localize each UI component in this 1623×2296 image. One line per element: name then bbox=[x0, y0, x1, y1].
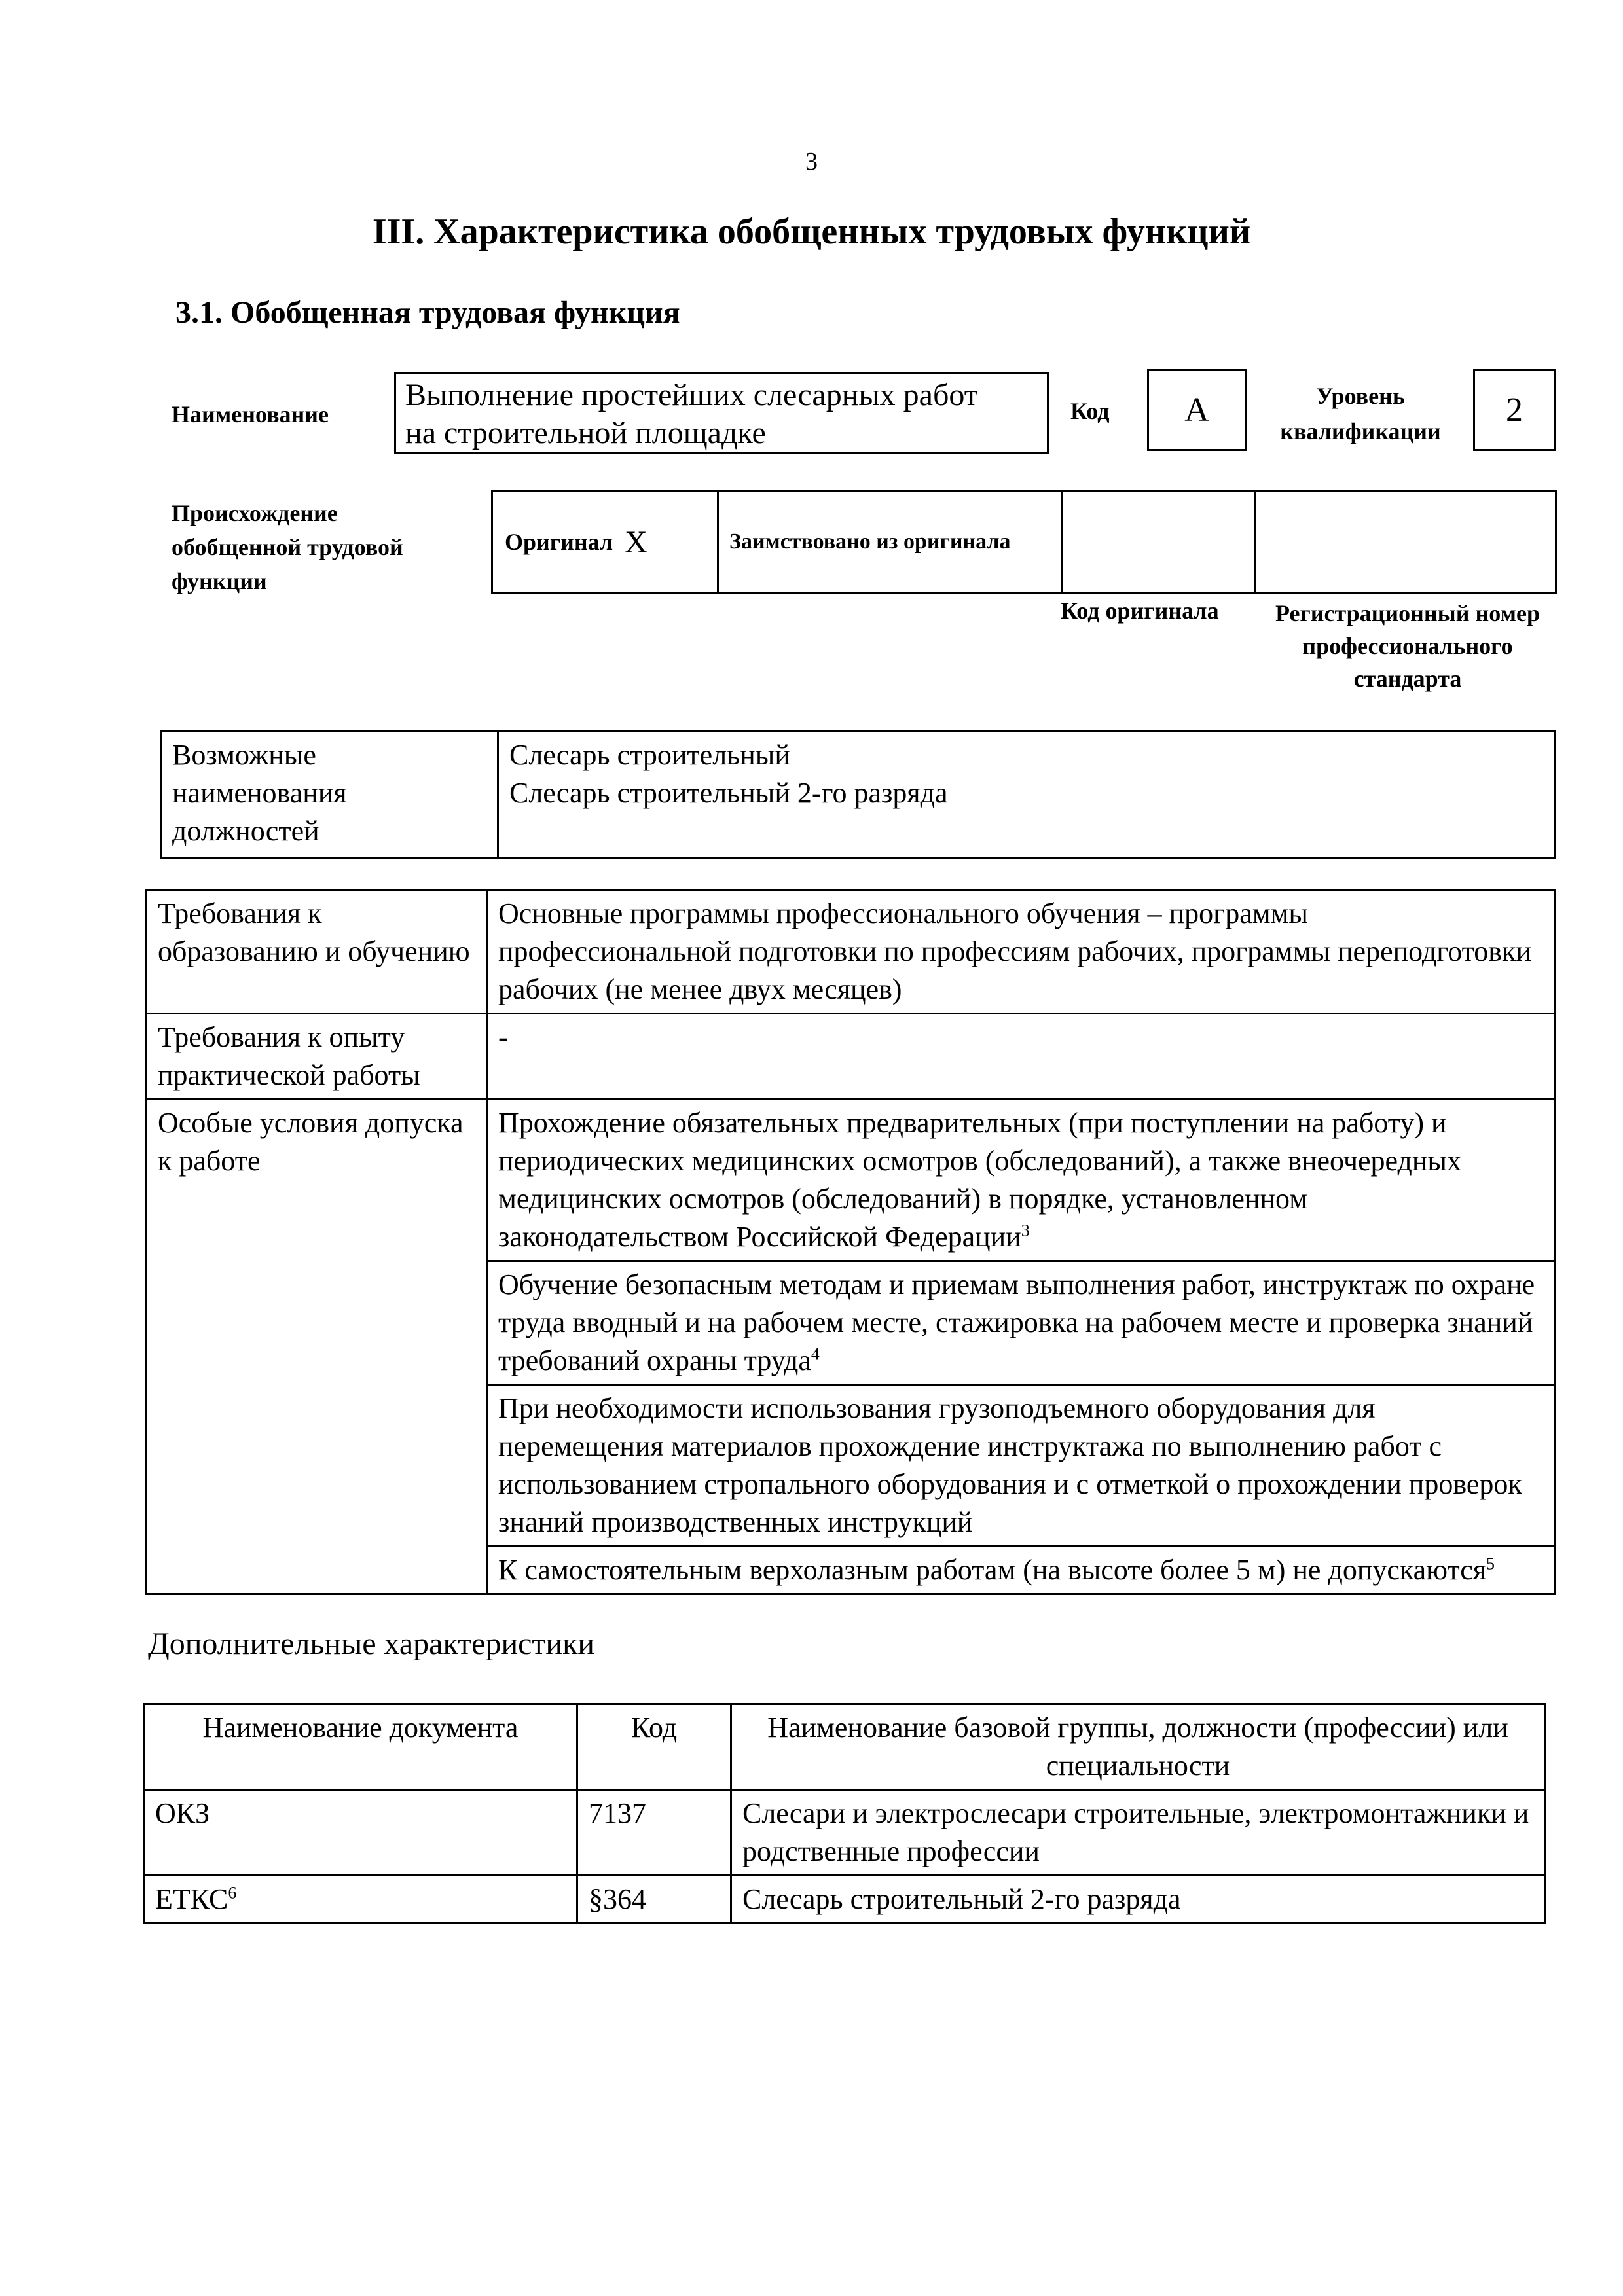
origin-label-line3: функции bbox=[172, 568, 267, 594]
origin-table bbox=[491, 490, 1557, 594]
experience-label: Требования к опыту практической работы bbox=[147, 1014, 487, 1100]
experience-value: - bbox=[487, 1014, 1556, 1100]
code-value: A bbox=[1184, 391, 1209, 429]
code-label: Код bbox=[1070, 398, 1110, 424]
level-label-line1: Уровень bbox=[1316, 383, 1405, 409]
code-value-box bbox=[1147, 369, 1247, 451]
positions-label-line3: должностей bbox=[172, 815, 319, 847]
name-label: Наименование bbox=[172, 401, 329, 427]
header-code: Код bbox=[577, 1704, 731, 1790]
reg-number-caption-line1: Регистрационный номер bbox=[1275, 600, 1541, 626]
special-label: Особые условия допуска к работе bbox=[147, 1100, 487, 1594]
page-number: 3 bbox=[805, 148, 818, 175]
section-title: III. Характеристика обобщенных трудовых функций bbox=[372, 211, 1251, 252]
row-doc-text: ЕТКС bbox=[155, 1883, 228, 1915]
special-item-text: К самостоятельным верхолазным работам (на высоте более 5 м) не допускаются bbox=[498, 1554, 1486, 1586]
positions-table bbox=[160, 730, 1556, 859]
additional-table bbox=[143, 1703, 1546, 1924]
positions-value bbox=[498, 732, 1556, 858]
function-name-line1: Выполнение простейших слесарных работ bbox=[405, 378, 978, 412]
special-item bbox=[487, 1100, 1556, 1261]
positions-label bbox=[161, 732, 498, 858]
special-item-text: Прохождение обязательных предварительных (при поступлении на работу) и периодических медицинских осмотров (обследований), а также внеочередных медицинских осмотров (обследований) в порядке, установленном законодательством Российской Федерации bbox=[498, 1107, 1461, 1253]
reg-number-caption-line2: профессионального bbox=[1302, 633, 1513, 659]
level-value: 2 bbox=[1506, 391, 1523, 429]
function-name-box bbox=[394, 372, 1049, 454]
table-row bbox=[144, 1876, 1545, 1924]
original-label: Оригинал bbox=[505, 529, 613, 555]
special-item-text: Обучение безопасным методам и приемам выполнения работ, инструктаж по охране труда вводный и на рабочем месте, стажировка на рабочем месте и проверка знаний требований охраны труда bbox=[498, 1268, 1535, 1376]
row-doc bbox=[144, 1790, 577, 1876]
education-value: Основные программы профессионального обучения – программы профессиональной подготовки по профессиям рабочих, программы переподготовки рабочих (не менее двух месяцев) bbox=[487, 890, 1556, 1014]
reg-number-cell bbox=[1256, 492, 1555, 592]
origin-label bbox=[172, 496, 403, 598]
row-code: 7137 bbox=[577, 1790, 731, 1876]
additional-title: Дополнительные характеристики bbox=[148, 1626, 595, 1661]
positions-label-line2: наименования bbox=[172, 777, 347, 809]
reg-number-caption-line3: стандарта bbox=[1353, 666, 1462, 692]
footnote-ref: 4 bbox=[811, 1344, 820, 1364]
level-label-line2: квалификации bbox=[1280, 418, 1441, 444]
education-row bbox=[147, 890, 1556, 1014]
row-doc-text: ОКЗ bbox=[155, 1797, 210, 1829]
special-item-text: При необходимости использования грузоподъемного оборудования для перемещения материалов прохождение инструктажа по выполнению работ с использованием стропального оборудования и с отметкой о прохождении проверок знаний производственных инструкций bbox=[498, 1392, 1522, 1538]
header-name: Наименование базовой группы, должности (профессии) или специальности bbox=[731, 1704, 1545, 1790]
position-2: Слесарь строительный 2-го разряда bbox=[509, 777, 948, 809]
level-label bbox=[1275, 378, 1446, 449]
row-doc bbox=[144, 1876, 577, 1924]
special-item bbox=[487, 1385, 1556, 1547]
positions-row bbox=[161, 732, 1556, 858]
footnote-ref: 5 bbox=[1486, 1554, 1495, 1573]
original-cell bbox=[493, 492, 719, 592]
subsection-title: 3.1. Обобщенная трудовая функция bbox=[175, 295, 680, 330]
original-mark: X bbox=[625, 524, 647, 560]
position-1: Слесарь строительный bbox=[509, 739, 790, 771]
row-name: Слесарь строительный 2-го разряда bbox=[731, 1876, 1545, 1924]
special-item bbox=[487, 1261, 1556, 1385]
function-name-line2: на строительной площадке bbox=[405, 416, 766, 450]
education-label: Требования к образованию и обучению bbox=[147, 890, 487, 1014]
original-code-caption: Код оригинала bbox=[1061, 598, 1219, 624]
borrowed-cell bbox=[719, 492, 1063, 592]
original-code-cell bbox=[1063, 492, 1256, 592]
level-value-box bbox=[1473, 369, 1556, 451]
reg-number-caption bbox=[1250, 597, 1565, 695]
requirements-table bbox=[145, 889, 1556, 1595]
borrowed-label: Заимствовано из оригинала bbox=[729, 529, 1011, 554]
footnote-ref: 6 bbox=[228, 1883, 237, 1903]
special-row-1 bbox=[147, 1100, 1556, 1261]
additional-header-row bbox=[144, 1704, 1545, 1790]
origin-label-line2: обобщенной трудовой bbox=[172, 534, 403, 560]
table-row bbox=[144, 1790, 1545, 1876]
footnote-ref: 3 bbox=[1021, 1221, 1030, 1240]
positions-label-line1: Возможные bbox=[172, 739, 316, 771]
header-doc: Наименование документа bbox=[144, 1704, 577, 1790]
special-item bbox=[487, 1547, 1556, 1594]
experience-row bbox=[147, 1014, 1556, 1100]
origin-label-line1: Происхождение bbox=[172, 500, 338, 526]
row-code: §364 bbox=[577, 1876, 731, 1924]
row-name: Слесари и электрослесари строительные, электромонтажники и родственные профессии bbox=[731, 1790, 1545, 1876]
